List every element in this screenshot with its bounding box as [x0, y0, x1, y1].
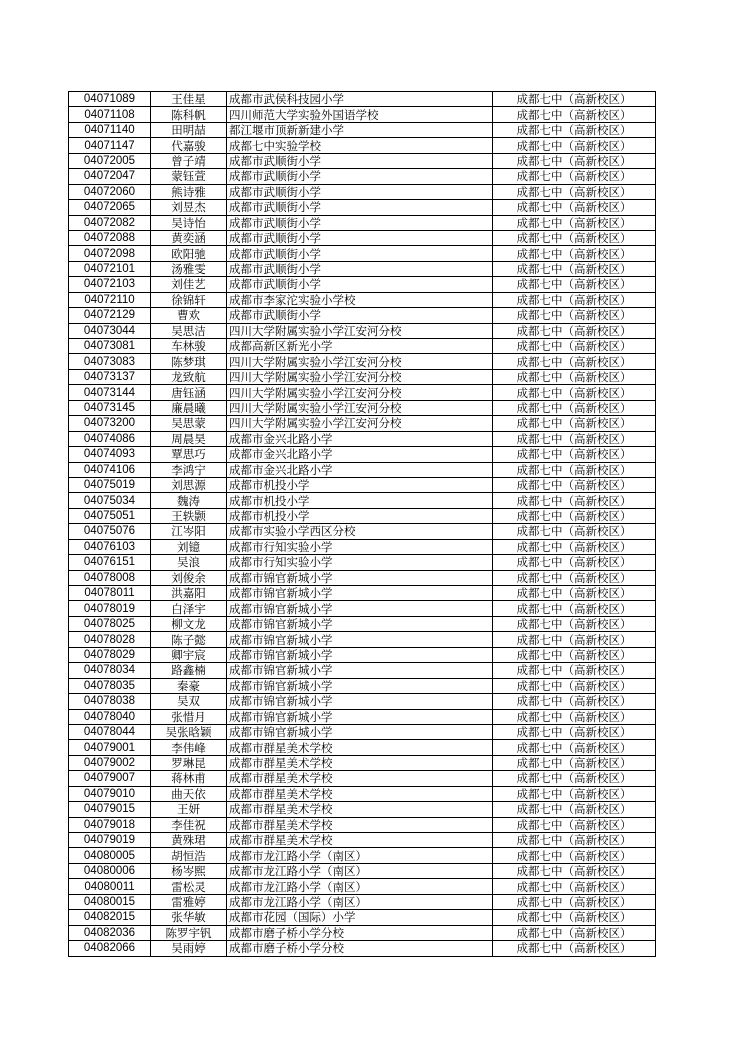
admitted-school-cell: 成都七中（高新校区）: [493, 477, 656, 492]
admitted-school-cell: 成都七中（高新校区）: [493, 308, 656, 323]
exam-id-cell: 04074093: [69, 447, 151, 462]
table-row: [69, 833, 656, 848]
exam-id-cell: 04071147: [69, 138, 151, 153]
exam-id-cell: 04079010: [69, 786, 151, 801]
student-name-cell: 黄殊珺: [151, 833, 227, 848]
exam-id-cell: 04082015: [69, 910, 151, 925]
school-cell: 成都市群星美术学校: [227, 817, 493, 832]
school-cell: 成都市锦官新城小学: [227, 586, 493, 601]
table-row: [69, 431, 656, 446]
admitted-school-cell: 成都七中（高新校区）: [493, 339, 656, 354]
student-name-cell: 唐钰涵: [151, 385, 227, 400]
admitted-school-cell: 成都七中（高新校区）: [493, 771, 656, 786]
admitted-school-cell: 成都七中（高新校区）: [493, 215, 656, 230]
table-row: [69, 863, 656, 878]
table-row: [69, 632, 656, 647]
student-name-cell: 雷松灵: [151, 879, 227, 894]
table-row: [69, 138, 656, 153]
student-name-cell: 李鸿宁: [151, 462, 227, 477]
admitted-school-cell: 成都七中（高新校区）: [493, 601, 656, 616]
table-row: [69, 447, 656, 462]
exam-id-cell: 04076151: [69, 555, 151, 570]
student-name-cell: 张惜月: [151, 709, 227, 724]
admitted-school-cell: 成都七中（高新校区）: [493, 894, 656, 909]
table-row: [69, 292, 656, 307]
student-name-cell: 陈子懿: [151, 632, 227, 647]
exam-id-cell: 04072047: [69, 169, 151, 184]
exam-id-cell: 04073044: [69, 323, 151, 338]
student-name-cell: 李佳祝: [151, 817, 227, 832]
school-cell: 四川大学附属实验小学江安河分校: [227, 400, 493, 415]
admitted-school-cell: 成都七中（高新校区）: [493, 400, 656, 415]
school-cell: 成都高新区新光小学: [227, 339, 493, 354]
student-table: [68, 91, 656, 957]
exam-id-cell: 04078044: [69, 724, 151, 739]
exam-id-cell: 04082036: [69, 925, 151, 940]
school-cell: 成都市群星美术学校: [227, 740, 493, 755]
school-cell: 四川大学附属实验小学江安河分校: [227, 385, 493, 400]
table-row: [69, 663, 656, 678]
student-name-cell: 吴思洁: [151, 323, 227, 338]
exam-id-cell: 04079007: [69, 771, 151, 786]
admitted-school-cell: 成都七中（高新校区）: [493, 230, 656, 245]
student-name-cell: 徐锦轩: [151, 292, 227, 307]
admitted-school-cell: 成都七中（高新校区）: [493, 802, 656, 817]
table-row: [69, 879, 656, 894]
admitted-school-cell: 成都七中（高新校区）: [493, 200, 656, 215]
school-cell: 成都市锦官新城小学: [227, 616, 493, 631]
student-name-cell: 王妍: [151, 802, 227, 817]
table-row: [69, 694, 656, 709]
exam-id-cell: 04075019: [69, 477, 151, 492]
admitted-school-cell: 成都七中（高新校区）: [493, 941, 656, 956]
student-name-cell: 代嘉骏: [151, 138, 227, 153]
exam-id-cell: 04072088: [69, 230, 151, 245]
student-name-cell: 卿宇宸: [151, 647, 227, 662]
admitted-school-cell: 成都七中（高新校区）: [493, 153, 656, 168]
table-row: [69, 616, 656, 631]
school-cell: 四川师范大学实验外国语学校: [227, 107, 493, 122]
exam-id-cell: 04078008: [69, 570, 151, 585]
admitted-school-cell: 成都七中（高新校区）: [493, 447, 656, 462]
student-name-cell: 路鑫楠: [151, 663, 227, 678]
table-row: [69, 339, 656, 354]
student-name-cell: 吴浪: [151, 555, 227, 570]
student-name-cell: 龙致航: [151, 369, 227, 384]
admitted-school-cell: 成都七中（高新校区）: [493, 740, 656, 755]
table-row: [69, 385, 656, 400]
exam-id-cell: 04078019: [69, 601, 151, 616]
table-row: [69, 261, 656, 276]
admitted-school-cell: 成都七中（高新校区）: [493, 416, 656, 431]
school-cell: 成都市武顺街小学: [227, 153, 493, 168]
admitted-school-cell: 成都七中（高新校区）: [493, 555, 656, 570]
table-row: [69, 184, 656, 199]
exam-id-cell: 04073200: [69, 416, 151, 431]
table-row: [69, 477, 656, 492]
school-cell: 四川大学附属实验小学江安河分校: [227, 354, 493, 369]
admitted-school-cell: 成都七中（高新校区）: [493, 261, 656, 276]
school-cell: 成都市机投小学: [227, 477, 493, 492]
student-name-cell: 白泽宇: [151, 601, 227, 616]
school-cell: 成都市磨子桥小学分校: [227, 941, 493, 956]
student-name-cell: 吴雨婷: [151, 941, 227, 956]
exam-id-cell: 04072005: [69, 153, 151, 168]
exam-id-cell: 04072103: [69, 277, 151, 292]
table-row: [69, 601, 656, 616]
admitted-school-cell: 成都七中（高新校区）: [493, 647, 656, 662]
admitted-school-cell: 成都七中（高新校区）: [493, 524, 656, 539]
school-cell: 成都市武顺街小学: [227, 261, 493, 276]
school-cell: 成都市武顺街小学: [227, 169, 493, 184]
admitted-school-cell: 成都七中（高新校区）: [493, 92, 656, 107]
admitted-school-cell: 成都七中（高新校区）: [493, 107, 656, 122]
school-cell: 成都市锦官新城小学: [227, 678, 493, 693]
exam-id-cell: 04073083: [69, 354, 151, 369]
school-cell: 成都市机投小学: [227, 508, 493, 523]
school-cell: 成都市实验小学西区分校: [227, 524, 493, 539]
student-name-cell: 田明喆: [151, 122, 227, 137]
school-cell: 成都市群星美术学校: [227, 802, 493, 817]
admitted-school-cell: 成都七中（高新校区）: [493, 292, 656, 307]
school-cell: 成都市金兴北路小学: [227, 462, 493, 477]
table-row: [69, 678, 656, 693]
exam-id-cell: 04078034: [69, 663, 151, 678]
table-row: [69, 724, 656, 739]
admitted-school-cell: 成都七中（高新校区）: [493, 616, 656, 631]
school-cell: 成都市龙江路小学（南区）: [227, 863, 493, 878]
student-name-cell: 陈罗宇钒: [151, 925, 227, 940]
exam-id-cell: 04078029: [69, 647, 151, 662]
school-cell: 成都市武顺街小学: [227, 215, 493, 230]
table-row: [69, 894, 656, 909]
exam-id-cell: 04073144: [69, 385, 151, 400]
exam-id-cell: 04072098: [69, 246, 151, 261]
student-name-cell: 胡恒浩: [151, 848, 227, 863]
exam-id-cell: 04078011: [69, 586, 151, 601]
table-row: [69, 246, 656, 261]
exam-id-cell: 04079002: [69, 755, 151, 770]
admitted-school-cell: 成都七中（高新校区）: [493, 678, 656, 693]
exam-id-cell: 04080015: [69, 894, 151, 909]
exam-id-cell: 04078040: [69, 709, 151, 724]
admitted-school-cell: 成都七中（高新校区）: [493, 184, 656, 199]
exam-id-cell: 04078038: [69, 694, 151, 709]
exam-id-cell: 04080011: [69, 879, 151, 894]
student-name-cell: 吴诗怡: [151, 215, 227, 230]
exam-id-cell: 04072110: [69, 292, 151, 307]
exam-id-cell: 04072101: [69, 261, 151, 276]
exam-id-cell: 04074086: [69, 431, 151, 446]
table-row: [69, 323, 656, 338]
table-row: [69, 647, 656, 662]
exam-id-cell: 04080005: [69, 848, 151, 863]
exam-id-cell: 04075051: [69, 508, 151, 523]
exam-id-cell: 04073137: [69, 369, 151, 384]
admitted-school-cell: 成都七中（高新校区）: [493, 786, 656, 801]
student-name-cell: 黄奕涵: [151, 230, 227, 245]
table-row: [69, 570, 656, 585]
student-name-cell: 蒙钰萱: [151, 169, 227, 184]
school-cell: 成都市武顺街小学: [227, 230, 493, 245]
table-row: [69, 740, 656, 755]
student-name-cell: 吴双: [151, 694, 227, 709]
admitted-school-cell: 成都七中（高新校区）: [493, 385, 656, 400]
admitted-school-cell: 成都七中（高新校区）: [493, 663, 656, 678]
table-row: [69, 277, 656, 292]
student-name-cell: 杨岑熙: [151, 863, 227, 878]
student-name-cell: 刘昱杰: [151, 200, 227, 215]
table-row: [69, 308, 656, 323]
admitted-school-cell: 成都七中（高新校区）: [493, 493, 656, 508]
admitted-school-cell: 成都七中（高新校区）: [493, 369, 656, 384]
table-row: [69, 369, 656, 384]
student-name-cell: 覃思巧: [151, 447, 227, 462]
school-cell: 成都市群星美术学校: [227, 786, 493, 801]
table-row: [69, 539, 656, 554]
student-name-cell: 王轶颢: [151, 508, 227, 523]
student-name-cell: 周晨昊: [151, 431, 227, 446]
student-name-cell: 柳文龙: [151, 616, 227, 631]
admitted-school-cell: 成都七中（高新校区）: [493, 833, 656, 848]
school-cell: 成都市锦官新城小学: [227, 647, 493, 662]
student-name-cell: 罗琳昆: [151, 755, 227, 770]
table-row: [69, 215, 656, 230]
school-cell: 成都市武顺街小学: [227, 184, 493, 199]
table-row: [69, 817, 656, 832]
table-row: [69, 122, 656, 137]
student-name-cell: 秦豪: [151, 678, 227, 693]
school-cell: 成都市机投小学: [227, 493, 493, 508]
student-name-cell: 蒋林甫: [151, 771, 227, 786]
school-cell: 成都市锦官新城小学: [227, 724, 493, 739]
admitted-school-cell: 成都七中（高新校区）: [493, 863, 656, 878]
school-cell: 成都市锦官新城小学: [227, 709, 493, 724]
student-name-cell: 江岑阳: [151, 524, 227, 539]
student-name-cell: 欧阳驰: [151, 246, 227, 261]
admitted-school-cell: 成都七中（高新校区）: [493, 709, 656, 724]
student-name-cell: 吴思蒙: [151, 416, 227, 431]
school-cell: 四川大学附属实验小学江安河分校: [227, 323, 493, 338]
admitted-school-cell: 成都七中（高新校区）: [493, 122, 656, 137]
student-name-cell: 李伟峰: [151, 740, 227, 755]
admitted-school-cell: 成都七中（高新校区）: [493, 879, 656, 894]
student-name-cell: 曲天依: [151, 786, 227, 801]
admitted-school-cell: 成都七中（高新校区）: [493, 246, 656, 261]
school-cell: 成都七中实验学校: [227, 138, 493, 153]
table-row: [69, 153, 656, 168]
exam-id-cell: 04078025: [69, 616, 151, 631]
table-row: [69, 802, 656, 817]
exam-id-cell: 04079015: [69, 802, 151, 817]
admitted-school-cell: 成都七中（高新校区）: [493, 910, 656, 925]
admitted-school-cell: 成都七中（高新校区）: [493, 539, 656, 554]
school-cell: 都江堰市顶新新建小学: [227, 122, 493, 137]
table-row: [69, 786, 656, 801]
admitted-school-cell: 成都七中（高新校区）: [493, 724, 656, 739]
school-cell: 四川大学附属实验小学江安河分校: [227, 416, 493, 431]
table-row: [69, 400, 656, 415]
admitted-school-cell: 成都七中（高新校区）: [493, 632, 656, 647]
table-row: [69, 92, 656, 107]
exam-id-cell: 04071140: [69, 122, 151, 137]
school-cell: 成都市锦官新城小学: [227, 694, 493, 709]
table-row: [69, 462, 656, 477]
student-name-cell: 张华敏: [151, 910, 227, 925]
school-cell: 成都市武侯科技园小学: [227, 92, 493, 107]
table-row: [69, 508, 656, 523]
admitted-school-cell: 成都七中（高新校区）: [493, 323, 656, 338]
school-cell: 成都市花园（国际）小学: [227, 910, 493, 925]
admitted-school-cell: 成都七中（高新校区）: [493, 694, 656, 709]
exam-id-cell: 04076103: [69, 539, 151, 554]
table-row: [69, 848, 656, 863]
table-row: [69, 200, 656, 215]
exam-id-cell: 04072129: [69, 308, 151, 323]
exam-id-cell: 04080006: [69, 863, 151, 878]
table-row: [69, 755, 656, 770]
school-cell: 成都市武顺街小学: [227, 308, 493, 323]
school-cell: 成都市龙江路小学（南区）: [227, 848, 493, 863]
admitted-school-cell: 成都七中（高新校区）: [493, 138, 656, 153]
school-cell: 成都市龙江路小学（南区）: [227, 894, 493, 909]
school-cell: 成都市行知实验小学: [227, 539, 493, 554]
table-row: [69, 925, 656, 940]
table-row: [69, 709, 656, 724]
school-cell: 成都市锦官新城小学: [227, 570, 493, 585]
table-row: [69, 169, 656, 184]
student-name-cell: 魏涛: [151, 493, 227, 508]
school-cell: 成都市群星美术学校: [227, 833, 493, 848]
school-cell: 成都市金兴北路小学: [227, 431, 493, 446]
exam-id-cell: 04082066: [69, 941, 151, 956]
student-name-cell: 陈梦琪: [151, 354, 227, 369]
table-row: [69, 586, 656, 601]
admitted-school-cell: 成都七中（高新校区）: [493, 169, 656, 184]
exam-id-cell: 04079019: [69, 833, 151, 848]
school-cell: 成都市磨子桥小学分校: [227, 925, 493, 940]
student-name-cell: 车林骏: [151, 339, 227, 354]
exam-id-cell: 04073145: [69, 400, 151, 415]
admitted-school-cell: 成都七中（高新校区）: [493, 817, 656, 832]
admitted-school-cell: 成都七中（高新校区）: [493, 354, 656, 369]
school-cell: 成都市龙江路小学（南区）: [227, 879, 493, 894]
table-body: [69, 92, 656, 957]
student-name-cell: 洪嘉阳: [151, 586, 227, 601]
student-name-cell: 熊诗雅: [151, 184, 227, 199]
school-cell: 成都市群星美术学校: [227, 771, 493, 786]
student-name-cell: 陈科帆: [151, 107, 227, 122]
exam-id-cell: 04078035: [69, 678, 151, 693]
exam-id-cell: 04071089: [69, 92, 151, 107]
student-name-cell: 曾子靖: [151, 153, 227, 168]
student-name-cell: 刘思源: [151, 477, 227, 492]
exam-id-cell: 04072082: [69, 215, 151, 230]
school-cell: 成都市武顺街小学: [227, 200, 493, 215]
school-cell: 成都市李家沱实验小学校: [227, 292, 493, 307]
admitted-school-cell: 成都七中（高新校区）: [493, 431, 656, 446]
table-row: [69, 493, 656, 508]
admitted-school-cell: 成都七中（高新校区）: [493, 848, 656, 863]
student-name-cell: 刘佳艺: [151, 277, 227, 292]
table-row: [69, 941, 656, 956]
school-cell: 成都市锦官新城小学: [227, 632, 493, 647]
table-row: [69, 107, 656, 122]
school-cell: 成都市武顺街小学: [227, 246, 493, 261]
student-name-cell: 刘俊余: [151, 570, 227, 585]
student-name-cell: 刘镱: [151, 539, 227, 554]
table-row: [69, 910, 656, 925]
school-cell: 成都市金兴北路小学: [227, 447, 493, 462]
table-row: [69, 771, 656, 786]
student-name-cell: 曹欢: [151, 308, 227, 323]
student-name-cell: 雷雅婷: [151, 894, 227, 909]
exam-id-cell: 04079001: [69, 740, 151, 755]
school-cell: 四川大学附属实验小学江安河分校: [227, 369, 493, 384]
exam-id-cell: 04073081: [69, 339, 151, 354]
table-row: [69, 230, 656, 245]
school-cell: 成都市锦官新城小学: [227, 601, 493, 616]
student-name-cell: 王佳星: [151, 92, 227, 107]
exam-id-cell: 04072060: [69, 184, 151, 199]
exam-id-cell: 04074106: [69, 462, 151, 477]
admitted-school-cell: 成都七中（高新校区）: [493, 925, 656, 940]
admitted-school-cell: 成都七中（高新校区）: [493, 462, 656, 477]
admitted-school-cell: 成都七中（高新校区）: [493, 586, 656, 601]
school-cell: 成都市行知实验小学: [227, 555, 493, 570]
exam-id-cell: 04079018: [69, 817, 151, 832]
student-name-cell: 吴张晗颖: [151, 724, 227, 739]
admitted-school-cell: 成都七中（高新校区）: [493, 755, 656, 770]
table-row: [69, 555, 656, 570]
exam-id-cell: 04072065: [69, 200, 151, 215]
student-name-cell: 汤雅雯: [151, 261, 227, 276]
admitted-school-cell: 成都七中（高新校区）: [493, 508, 656, 523]
exam-id-cell: 04071108: [69, 107, 151, 122]
school-cell: 成都市群星美术学校: [227, 755, 493, 770]
exam-id-cell: 04075034: [69, 493, 151, 508]
table-row: [69, 524, 656, 539]
table-row: [69, 416, 656, 431]
admitted-school-cell: 成都七中（高新校区）: [493, 570, 656, 585]
student-name-cell: 廉晨曦: [151, 400, 227, 415]
table-row: [69, 354, 656, 369]
school-cell: 成都市锦官新城小学: [227, 663, 493, 678]
admitted-school-cell: 成都七中（高新校区）: [493, 277, 656, 292]
school-cell: 成都市武顺街小学: [227, 277, 493, 292]
exam-id-cell: 04075076: [69, 524, 151, 539]
exam-id-cell: 04078028: [69, 632, 151, 647]
